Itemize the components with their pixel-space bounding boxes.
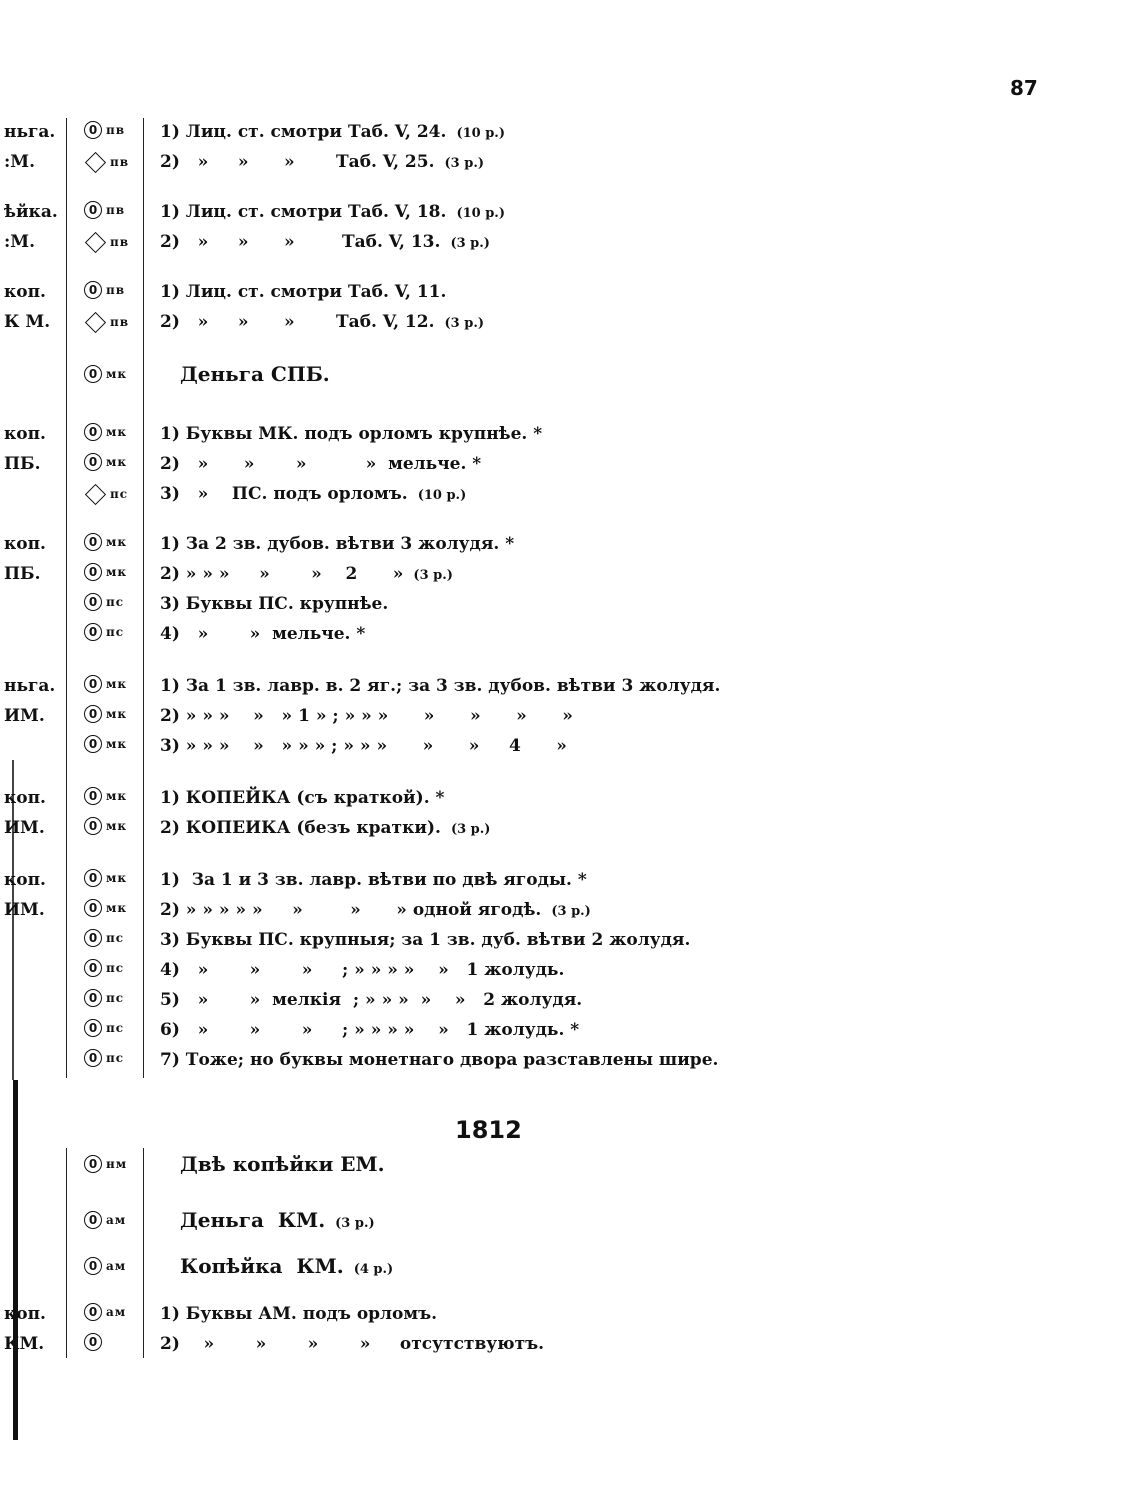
mint-mark: мк [106,707,128,721]
mint-mark: мк [106,565,128,579]
variety-description: 2) » » » Таб. V, 12. (3 р.) [160,312,485,332]
rarity-note: (4 р.) [353,1262,394,1277]
coin-title: Копѣйка КМ. (4 р.) [180,1254,394,1278]
catalog-row [0,1300,1140,1328]
catalog-row [0,896,1140,924]
edge-mark [84,989,124,1007]
mint-mark: мк [106,425,128,439]
mint-mark: мк [106,455,128,469]
edge-mark [84,959,124,977]
edge-mark [84,453,127,471]
edge-mark [84,311,129,333]
rarity-note: (3 р.) [551,904,591,919]
mint-mark: пв [110,315,130,329]
circle-edge-icon: 0 [84,1019,102,1037]
mint-mark: пс [110,487,129,501]
variety-description: 5) » » мелкія ; » » » » » 2 жолудя. [160,990,583,1010]
circle-edge-icon: 0 [84,959,102,977]
mint-mark: пс [106,1021,125,1035]
circle-edge-icon: 0 [84,1257,102,1275]
edge-mark [84,929,124,947]
mint-mark: пс [106,625,125,639]
edge-mark [84,281,125,299]
catalog-row [0,1016,1140,1044]
edge-mark [84,593,124,611]
variety-description: 1) КОПЕЙКА (съ краткой). * [160,788,445,808]
edge-mark [84,735,127,753]
mint-mark: пс [106,961,125,975]
circle-edge-icon: 0 [84,1211,102,1229]
catalog-row [0,590,1140,618]
variety-description: 3) » ПС. подъ орломъ. (10 р.) [160,484,467,504]
variety-description: 2) » » » Таб. V, 13. (3 р.) [160,232,490,252]
denomination-label: коп. [4,424,46,444]
rarity-note: (10 р.) [417,488,467,503]
catalog-row [0,814,1140,842]
circle-edge-icon: 0 [84,705,102,723]
diamond-edge-icon [84,231,106,253]
catalog-row [0,702,1140,730]
circle-edge-icon: 0 [84,121,102,139]
denomination-label: ньга. [4,676,56,696]
rarity-note: (10 р.) [456,206,505,221]
mint-mark: мк [106,819,128,833]
denomination-label: ИМ. [4,706,45,726]
circle-edge-icon: 0 [84,201,102,219]
denomination-label: ПБ. [4,564,41,584]
variety-description: 3) Буквы ПС. крупнѣе. [160,594,389,614]
edge-mark [84,623,124,641]
edge-mark [84,423,127,441]
edge-mark [84,787,127,805]
edge-mark [84,483,128,505]
catalog-row [0,560,1140,588]
edge-mark [84,1155,127,1173]
edge-mark [84,1303,126,1321]
catalog-row [0,278,1140,306]
variety-description: 1) За 1 и 3 зв. лавр. вѣтви по двѣ ягоды. * [160,870,587,890]
variety-description: 7) Тоже; но буквы монетнаго двора разставлены шире. [160,1050,719,1070]
variety-description: 2) » » » » » 1 » ; » » » » » » » [160,706,573,726]
mint-mark: ам [106,1213,127,1227]
mint-mark: ам [106,1305,127,1319]
diamond-edge-icon [84,151,106,173]
edge-mark [84,1019,124,1037]
catalog-row [0,362,1140,390]
denomination-label: коп. [4,788,46,808]
edge-mark [84,705,127,723]
catalog-row [0,1046,1140,1074]
coin-title: Двѣ копѣйки ЕМ. [180,1152,385,1176]
mint-mark: пс [106,595,125,609]
coin-title: Деньга СПБ. [180,362,330,386]
catalog-row [0,1208,1140,1236]
catalog-row [0,198,1140,226]
edge-mark [84,563,127,581]
edge-mark [84,675,127,693]
variety-description: 2) » » » » » » » » одной ягодѣ. (3 р.) [160,900,591,920]
denomination-label: коп. [4,870,46,890]
catalog-row [0,1254,1140,1282]
circle-edge-icon: 0 [84,563,102,581]
edge-mark [84,869,127,887]
catalog-row [0,420,1140,448]
circle-edge-icon: 0 [84,1333,102,1351]
rarity-note: (3 р.) [413,568,453,583]
mint-mark: пв [106,283,126,297]
circle-edge-icon: 0 [84,423,102,441]
denomination-label: К М. [4,312,51,332]
edge-mark [84,817,127,835]
catalog-row [0,450,1140,478]
edge-mark [84,121,125,139]
edge-mark [84,365,127,383]
denomination-label: :М. [4,232,36,252]
rarity-note: (3 р.) [335,1216,375,1231]
catalog-row [0,308,1140,336]
circle-edge-icon: 0 [84,1049,102,1067]
catalog-row [0,986,1140,1014]
mint-mark: пс [106,1051,125,1065]
circle-edge-icon: 0 [84,929,102,947]
variety-description: 1) За 2 зв. дубов. вѣтви 3 жолудя. * [160,534,515,554]
denomination-label: ѣйка. [4,202,58,222]
mint-mark: пв [110,235,130,249]
circle-edge-icon: 0 [84,675,102,693]
circle-edge-icon: 0 [84,989,102,1007]
edge-mark [84,533,127,551]
edge-mark [84,231,129,253]
catalog-row [0,866,1140,894]
variety-description: 1) Буквы АМ. подъ орломъ. [160,1304,438,1324]
variety-description: 2) » » » » » 2 » (3 р.) [160,564,453,584]
rarity-note: (3 р.) [450,236,490,251]
mint-mark: пв [106,123,126,137]
circle-edge-icon: 0 [84,817,102,835]
denomination-label: ПБ. [4,454,41,474]
circle-edge-icon: 0 [84,1303,102,1321]
edge-mark [84,201,125,219]
variety-description: 6) » » » ; » » » » » 1 жолудь. * [160,1020,580,1040]
circle-edge-icon: 0 [84,365,102,383]
edge-mark [84,1211,126,1229]
denomination-label: коп. [4,282,46,302]
denomination-label: :М. [4,152,36,172]
catalog-row [0,956,1140,984]
mint-mark: мк [106,535,128,549]
variety-description: 2) » » » » отсутствуютъ. [160,1334,545,1354]
mint-mark: пс [106,931,125,945]
diamond-edge-icon [84,483,106,505]
variety-description: 1) Лиц. ст. смотри Таб. V, 18. (10 р.) [160,202,505,222]
denomination-label: коп. [4,1304,46,1324]
variety-description: 1) Лиц. ст. смотри Таб. V, 11. [160,282,447,302]
catalog-row [0,480,1140,508]
catalog-row [0,1152,1140,1180]
catalog-row [0,148,1140,176]
denomination-label: ИМ. [4,900,45,920]
denomination-label: ньга. [4,122,56,142]
edge-mark [84,1049,124,1067]
circle-edge-icon: 0 [84,533,102,551]
circle-edge-icon: 0 [84,1155,102,1173]
variety-description: 2) » » » » мельче. * [160,454,482,474]
mint-mark: пв [110,155,130,169]
mint-mark: мк [106,871,128,885]
variety-description: 1) Лиц. ст. смотри Таб. V, 24. (10 р.) [160,122,505,142]
variety-description: 1) За 1 зв. лавр. в. 2 яг.; за 3 зв. дубов. вѣтви 3 жолудя. [160,676,721,696]
rarity-note: (3 р.) [450,822,491,837]
circle-edge-icon: 0 [84,787,102,805]
circle-edge-icon: 0 [84,281,102,299]
catalog-row [0,732,1140,760]
catalog-row [0,784,1140,812]
catalog-row [0,118,1140,146]
edge-mark [84,1333,106,1351]
denomination-label: ИМ. [4,818,45,838]
page-number: 87 [1010,76,1038,100]
diamond-edge-icon [84,311,106,333]
rarity-note: (3 р.) [444,316,485,331]
rarity-note: (3 р.) [444,156,485,171]
variety-description: 1) Буквы МК. подъ орломъ крупнѣе. * [160,424,543,444]
mint-mark: нм [106,1157,128,1171]
mint-mark: мк [106,737,128,751]
variety-description: 3) » » » » » » » ; » » » » » 4 » [160,736,567,756]
variety-description: 2) » » » Таб. V, 25. (3 р.) [160,152,485,172]
circle-edge-icon: 0 [84,623,102,641]
edge-mark [84,151,129,173]
catalog-row [0,1330,1140,1358]
catalog-row [0,530,1140,558]
catalog-row [0,228,1140,256]
mint-mark: пс [106,991,125,1005]
variety-description: 4) » » мельче. * [160,624,366,644]
circle-edge-icon: 0 [84,453,102,471]
catalog-row [0,672,1140,700]
mint-mark: пв [106,203,126,217]
year-heading: 1812 [455,1116,522,1144]
rarity-note: (10 р.) [456,126,505,141]
circle-edge-icon: 0 [84,735,102,753]
mint-mark: ам [106,1259,127,1273]
denomination-label: коп. [4,534,46,554]
variety-description: 4) » » » ; » » » » » 1 жолудь. [160,960,565,980]
circle-edge-icon: 0 [84,869,102,887]
mint-mark: мк [106,367,128,381]
coin-title: Деньга КМ. (3 р.) [180,1208,375,1232]
circle-edge-icon: 0 [84,899,102,917]
catalog-row [0,620,1140,648]
mint-mark: мк [106,789,128,803]
variety-description: 3) Буквы ПС. крупныя; за 1 зв. дуб. вѣтви 2 жолудя. [160,930,691,950]
mint-mark: мк [106,901,128,915]
edge-mark [84,1257,126,1275]
circle-edge-icon: 0 [84,593,102,611]
denomination-label: КМ. [4,1334,45,1354]
variety-description: 2) КОПЕИКА (безъ кратки). (3 р.) [160,818,491,838]
mint-mark: мк [106,677,128,691]
edge-mark [84,899,127,917]
catalog-row [0,926,1140,954]
